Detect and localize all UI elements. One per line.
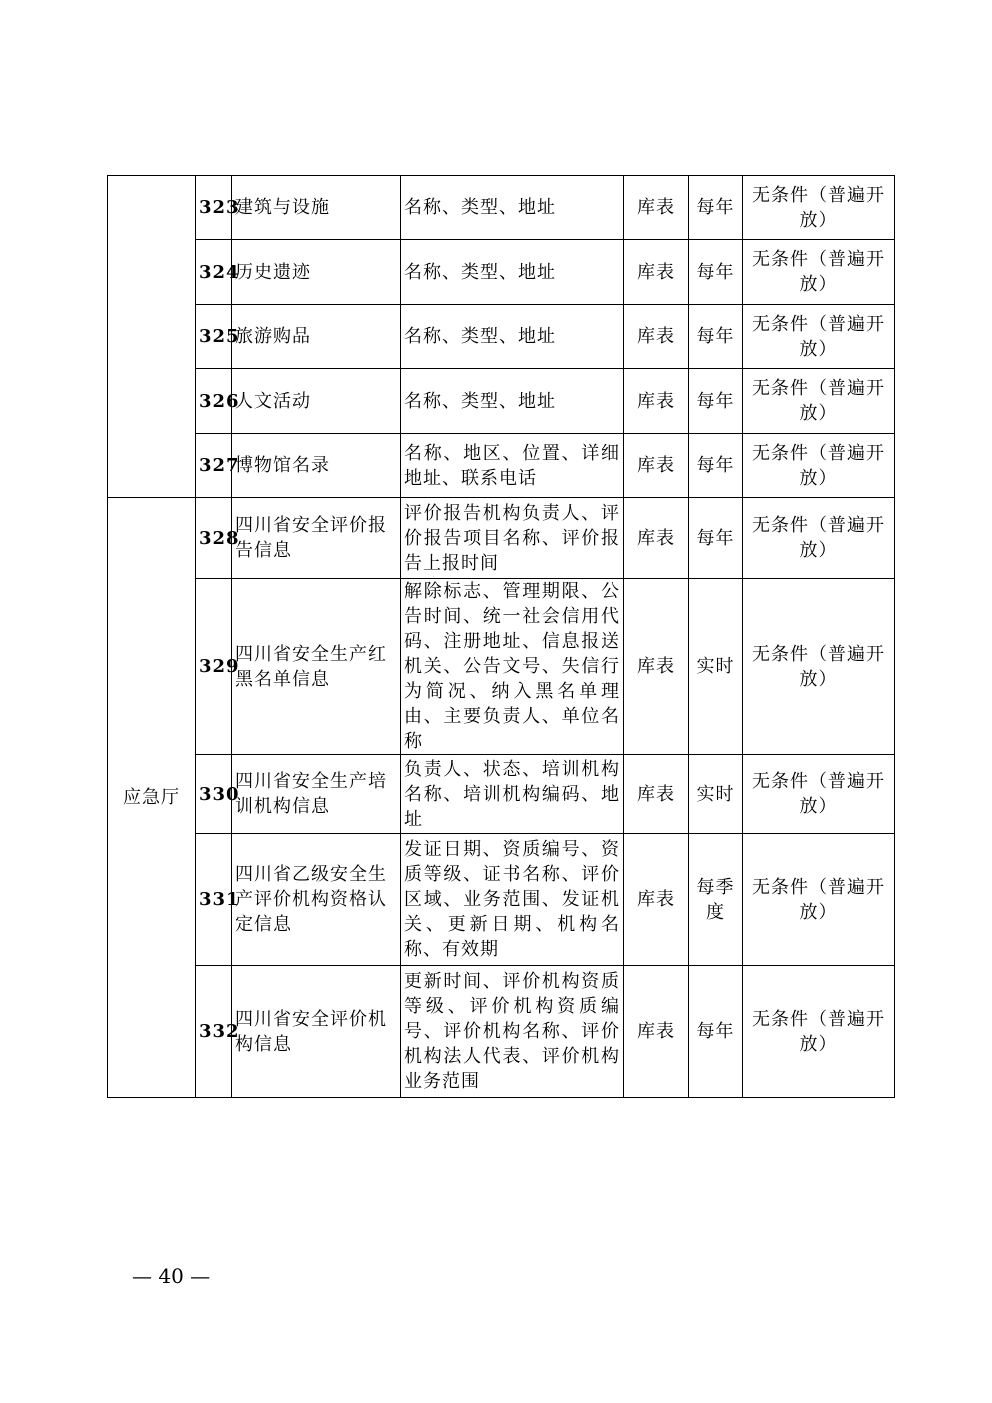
row-number: 328: [196, 498, 232, 579]
update-frequency-cell: 每年: [689, 176, 743, 240]
data-form-cell: 库表: [624, 755, 689, 834]
update-frequency-cell: 每年: [689, 498, 743, 579]
data-items-cell: 名称、类型、地址: [401, 369, 624, 434]
open-condition-cell: 无条件（普遍开放）: [743, 755, 895, 834]
data-items-cell: 发证日期、资质编号、资质等级、证书名称、评价区域、业务范围、发证机关、更新日期、机构名称、有效期: [401, 834, 624, 966]
table-row: [108, 240, 895, 305]
row-number: 330: [196, 755, 232, 834]
page-number: — 40 —: [132, 1264, 211, 1288]
data-name-cell: 四川省安全生产红黑名单信息: [232, 579, 401, 755]
row-number: 329: [196, 579, 232, 755]
data-form-cell: 库表: [624, 305, 689, 369]
data-name-cell: 人文活动: [232, 369, 401, 434]
data-name-cell: 四川省乙级安全生产评价机构资格认定信息: [232, 834, 401, 966]
table-row: [108, 498, 895, 579]
data-form-cell: 库表: [624, 579, 689, 755]
open-condition-cell: 无条件（普遍开放）: [743, 579, 895, 755]
data-items-cell: 名称、类型、地址: [401, 176, 624, 240]
update-frequency-cell: 实时: [689, 579, 743, 755]
department-cell: 应急厅: [108, 498, 196, 1098]
data-form-cell: 库表: [624, 966, 689, 1098]
data-form-cell: 库表: [624, 834, 689, 966]
department-cell: [108, 176, 196, 498]
data-name-cell: 四川省安全评价报告信息: [232, 498, 401, 579]
table-row: [108, 834, 895, 966]
open-condition-cell: 无条件（普遍开放）: [743, 369, 895, 434]
data-form-cell: 库表: [624, 434, 689, 498]
data-form-cell: 库表: [624, 369, 689, 434]
update-frequency-cell: 每年: [689, 434, 743, 498]
data-name-cell: 旅游购品: [232, 305, 401, 369]
row-number: 331: [196, 834, 232, 966]
data-name-cell: 博物馆名录: [232, 434, 401, 498]
row-number: 323: [196, 176, 232, 240]
open-condition-cell: 无条件（普遍开放）: [743, 240, 895, 305]
table-row: [108, 579, 895, 755]
update-frequency-cell: 每年: [689, 305, 743, 369]
data-form-cell: 库表: [624, 176, 689, 240]
update-frequency-cell: 每年: [689, 369, 743, 434]
open-condition-cell: 无条件（普遍开放）: [743, 434, 895, 498]
row-number: 332: [196, 966, 232, 1098]
data-form-cell: 库表: [624, 240, 689, 305]
data-items-cell: 名称、地区、位置、详细地址、联系电话: [401, 434, 624, 498]
row-number: 325: [196, 305, 232, 369]
data-items-cell: 负责人、状态、培训机构名称、培训机构编码、地址: [401, 755, 624, 834]
data-name-cell: 历史遗迹: [232, 240, 401, 305]
data-name-cell: 建筑与设施: [232, 176, 401, 240]
data-form-cell: 库表: [624, 498, 689, 579]
update-frequency-cell: 每年: [689, 240, 743, 305]
update-frequency-cell: 每年: [689, 966, 743, 1098]
open-condition-cell: 无条件（普遍开放）: [743, 834, 895, 966]
table-row: [108, 434, 895, 498]
data-name-cell: 四川省安全生产培训机构信息: [232, 755, 401, 834]
table-row: [108, 305, 895, 369]
open-condition-cell: 无条件（普遍开放）: [743, 498, 895, 579]
open-condition-cell: 无条件（普遍开放）: [743, 176, 895, 240]
row-number: 327: [196, 434, 232, 498]
data-name-cell: 四川省安全评价机构信息: [232, 966, 401, 1098]
row-number: 324: [196, 240, 232, 305]
data-items-cell: 评价报告机构负责人、评价报告项目名称、评价报告上报时间: [401, 498, 624, 579]
data-items-cell: 名称、类型、地址: [401, 305, 624, 369]
open-condition-cell: 无条件（普遍开放）: [743, 305, 895, 369]
data-items-cell: 名称、类型、地址: [401, 240, 624, 305]
update-frequency-cell: 实时: [689, 755, 743, 834]
table-row: [108, 176, 895, 240]
table-row: [108, 369, 895, 434]
update-frequency-cell: 每季度: [689, 834, 743, 966]
row-number: 326: [196, 369, 232, 434]
catalog-table: [107, 175, 895, 1098]
data-items-cell: 更新时间、评价机构资质等级、评价机构资质编号、评价机构名称、评价机构法人代表、评价机构业务范围: [401, 966, 624, 1098]
data-items-cell: 解除标志、管理期限、公告时间、统一社会信用代码、注册地址、信息报送机关、公告文号、失信行为简况、纳入黑名单理由、主要负责人、单位名称: [401, 579, 624, 755]
table-row: [108, 966, 895, 1098]
table-row: [108, 755, 895, 834]
open-condition-cell: 无条件（普遍开放）: [743, 966, 895, 1098]
